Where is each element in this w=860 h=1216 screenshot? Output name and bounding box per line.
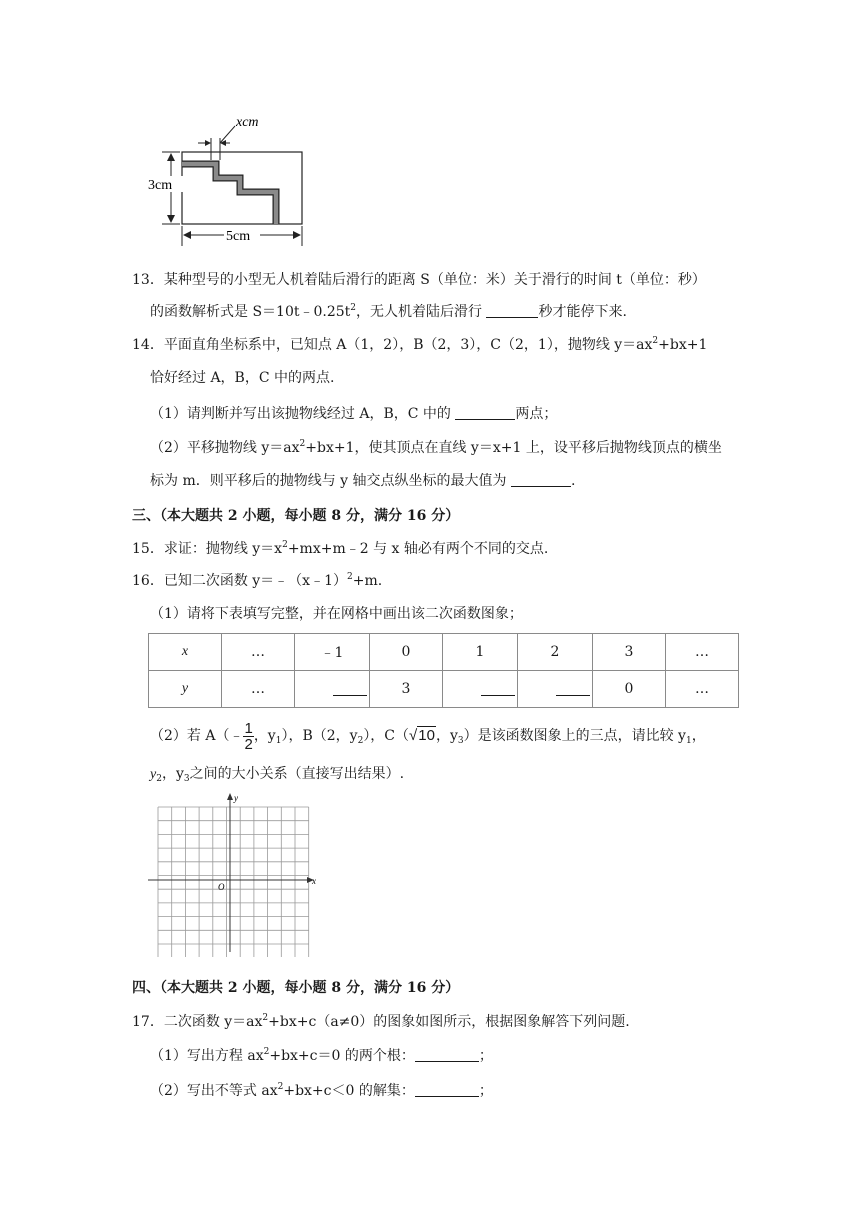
axis-x-label: x xyxy=(312,876,316,886)
q14-line1: 14．平面直角坐标系中，已知点 A（1，2），B（2，3），C（2，1），抛物线 $y=ax^2+bx+1$ xyxy=(132,336,708,353)
table-cell: … xyxy=(222,634,295,671)
q15-line: 15．求证：抛物线 $y=x^2+mx+m﹣2$ 与 x 轴必有两个不同的交点. xyxy=(132,540,549,557)
table-cell-blank[interactable] xyxy=(443,671,518,708)
section-4-heading: 四、（本大题共 2 小题，每小题 8 分，满分 16 分） xyxy=(132,980,460,996)
answer-blank[interactable] xyxy=(511,472,571,487)
answer-blank[interactable] xyxy=(455,405,515,420)
table-cell: x xyxy=(149,634,222,671)
q13-line2: 的函数解析式是 $S=10t﹣0.25t^2$，无人机着陆后滑行 秒才能停下来. xyxy=(150,303,627,320)
table-cell-blank[interactable] xyxy=(518,671,593,708)
q16-part2: （2）若 A（﹣ $\frac{1}{2}$ ，$y_1$），B（2，$y_2$），C（√10，$y_3$）是该函数图象上的三点，请比较 $y_1$， xyxy=(150,719,706,753)
answer-blank[interactable] xyxy=(415,1082,479,1097)
fraction-one-half: $\frac{1}{2}$ xyxy=(244,719,253,753)
label-5cm: 5cm xyxy=(226,229,251,244)
value-table xyxy=(148,633,739,708)
table-row-x xyxy=(149,634,739,671)
axis-y-label: y xyxy=(234,793,238,803)
table-cell: y xyxy=(149,671,222,708)
origin-label: O xyxy=(218,882,225,892)
q17-part1: （1）写出方程 $ax^2+bx+c=0$ 的两个根： ； xyxy=(150,1047,493,1064)
table-cell-blank[interactable] xyxy=(295,671,370,708)
table-cell: … xyxy=(666,634,739,671)
section-3-heading: 三、（本大题共 2 小题，每小题 8 分，满分 16 分） xyxy=(132,508,460,524)
q17-part2: （2）写出不等式 $ax^2+bx+c<0$ 的解集： ； xyxy=(150,1082,493,1099)
q14-part2: （2）平移抛物线 $y=ax^2+bx+1$，使其顶点在直线 y＝x+1 上，设平移后抛物线顶点的横坐 xyxy=(150,439,722,456)
table-cell: 2 xyxy=(518,634,593,671)
table-cell: … xyxy=(222,671,295,708)
answer-blank[interactable] xyxy=(486,303,538,318)
q14-line2: 恰好经过 A，B，C 中的两点. xyxy=(150,370,335,386)
table-cell: ﹣1 xyxy=(295,634,370,671)
table-cell: 0 xyxy=(370,634,443,671)
table-row-y xyxy=(149,671,739,708)
q16-part2-line2: $y_2$，$y_3$之间的大小关系（直接写出结果）. xyxy=(150,766,405,784)
table-cell: 1 xyxy=(443,634,518,671)
sqrt-ten: √10 xyxy=(409,727,435,744)
q17-line: 17．二次函数 $y=ax^2+bx+c(a\ne 0)$的图象如图所示，根据图象解答下列问题. xyxy=(132,1013,630,1030)
q13-line1: 13．某种型号的小型无人机着陆后滑行的距离 S（单位：米）关于滑行的时间 t（单位：秒） xyxy=(132,272,706,288)
q16-line: 16．已知二次函数 y＝﹣（x﹣1）$^2$+m. xyxy=(132,572,383,589)
answer-blank[interactable] xyxy=(556,681,590,696)
label-3cm: 3cm xyxy=(148,178,173,193)
table-cell: … xyxy=(666,671,739,708)
q16-part1: （1）请将下表填写完整，并在网格中画出该二次函数图象； xyxy=(150,606,523,622)
table-cell: 3 xyxy=(593,634,666,671)
table-cell: 3 xyxy=(370,671,443,708)
stepped-path-figure xyxy=(140,108,320,250)
q14-part2-line2: 标为 m．则平移后的抛物线与 y 轴交点纵坐标的最大值为 . xyxy=(150,473,576,489)
q14-part1: （1）请判断并写出该抛物线经过 A，B，C 中的 两点； xyxy=(150,406,558,422)
coordinate-grid[interactable] xyxy=(148,792,323,957)
answer-blank[interactable] xyxy=(415,1047,479,1062)
label-xcm: xcm xyxy=(236,115,259,130)
answer-blank[interactable] xyxy=(333,681,367,696)
table-cell: 0 xyxy=(593,671,666,708)
answer-blank[interactable] xyxy=(481,681,515,696)
